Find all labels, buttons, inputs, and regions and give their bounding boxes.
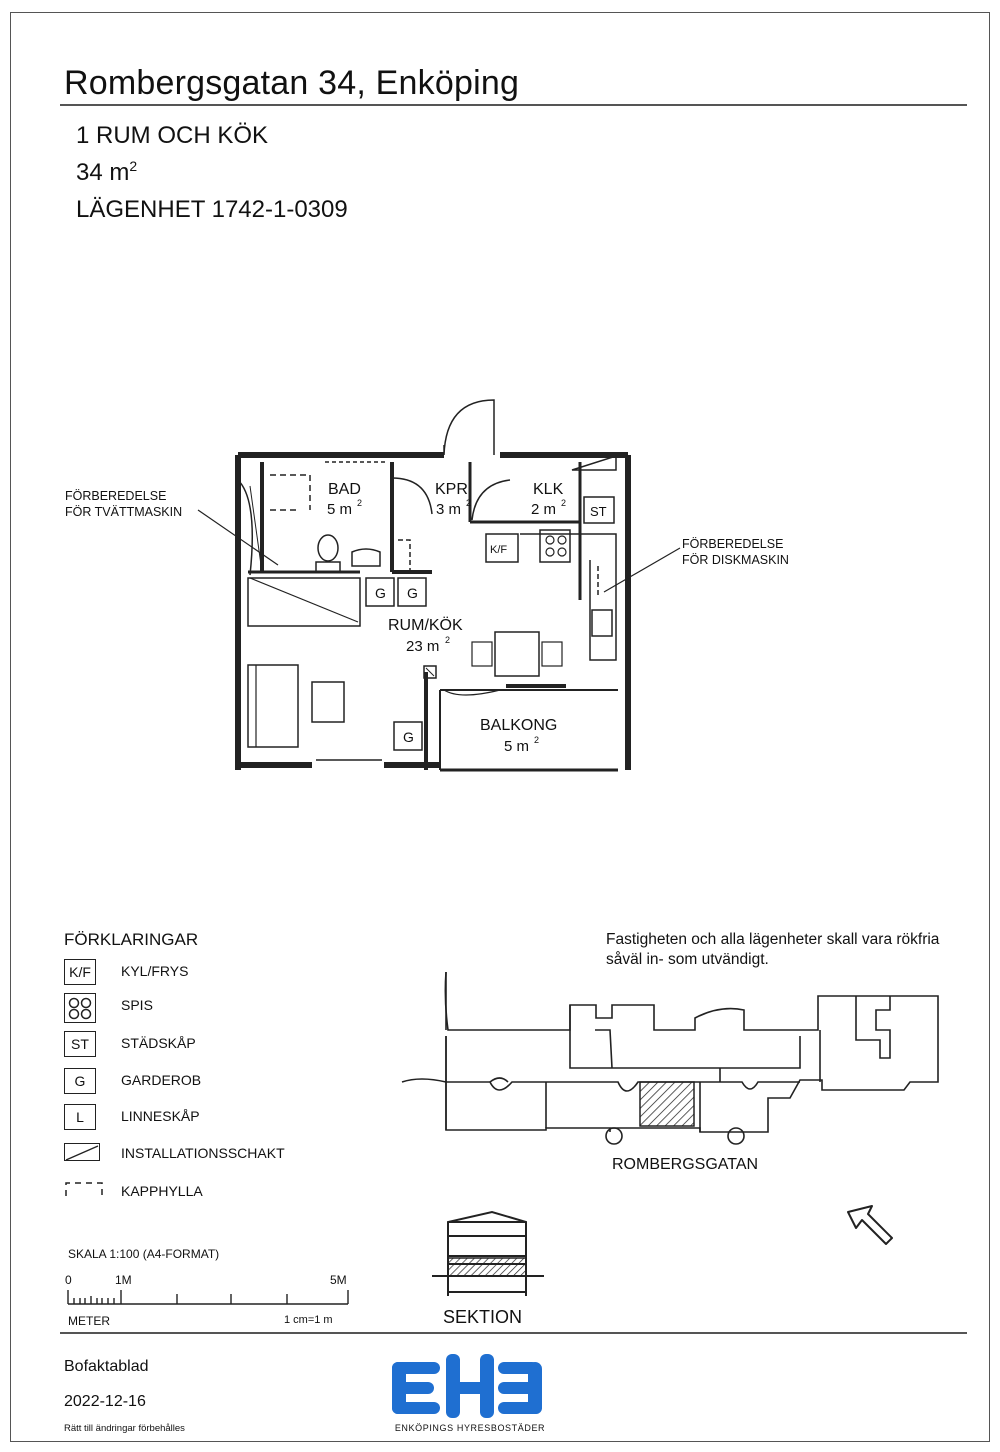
room-klk: KLK [533,481,564,498]
section-diagram [420,1206,560,1302]
disclaimer: Rätt till ändringar förbehålles [64,1423,185,1434]
g-mark-1: G [375,585,386,601]
g-mark-3: G [403,729,414,745]
room-rumkok-sup: 2 [445,635,451,645]
scale-unit: METER [68,1314,110,1328]
dishwasher-callout-1: FÖRBEREDELSE [682,537,784,551]
apartment-area: 34 $m^2$ [76,158,138,186]
legend-label: SPIS [121,997,153,1013]
legend-label: STÄDSKÅP [121,1035,196,1051]
page-title: Rombergsgatan 34, Enköping [64,64,520,102]
l-symbol: L [64,1104,96,1130]
scale-title: SKALA 1:100 (A4-FORMAT) [68,1247,220,1261]
room-bad: BAD [328,481,361,498]
room-count: 1 RUM OCH KÖK [76,122,269,149]
room-kpr-sup: 2 [466,498,472,508]
company-name: ENKÖPINGS HYRESBOSTÄDER [394,1423,546,1433]
street-label: ROMBERGSGATAN [612,1156,759,1173]
scale-ratio: 1 cm=1 m [284,1314,333,1326]
st-mark: ST [590,504,607,519]
room-balkong-area: 5 m [504,738,530,755]
room-rumkok-area: 23 m [406,638,440,655]
north-arrow-icon [840,1200,900,1250]
room-rumkok: RUM/KÖK [388,617,463,634]
room-bad-sup: 2 [357,498,363,508]
room-klk-sup: 2 [561,498,567,508]
g-symbol: G [64,1068,96,1094]
g-mark-2: G [407,585,418,601]
scale-bar [60,1284,360,1308]
room-klk-area: 2 m [531,501,557,518]
st-symbol: ST [64,1031,96,1057]
legend-title: FÖRKLARINGAR [64,930,199,949]
legend-label: LINNESKÅP [121,1108,200,1124]
room-balkong: BALKONG [480,717,558,734]
washer-callout-1: FÖRBEREDELSE [65,489,167,503]
room-balkong-sup: 2 [534,735,540,745]
kf-mark: K/F [490,544,508,556]
scale-zero: 0 [65,1273,72,1287]
doc-date: 2022-12-16 [64,1393,146,1410]
kf-symbol: K/F [64,959,96,985]
room-kpr-area: 3 m [436,501,462,518]
section-label: SEKTION [443,1307,523,1327]
doc-type: Bofaktablad [64,1358,149,1375]
footer-divider [60,1332,967,1334]
ehb-logo [388,1352,552,1422]
dishwasher-callout-2: FÖR DISKMASKIN [682,553,789,567]
legend-label: KAPPHYLLA [121,1183,203,1199]
scale-five: 5M [330,1273,347,1287]
room-bad-area: 5 m [327,501,353,518]
washer-callout-2: FÖR TVÄTTMASKIN [65,505,183,519]
legend-label: INSTALLATIONSSCHAKT [121,1145,285,1161]
room-kpr: KPR [435,481,468,498]
smoke-free-note: Fastigheten och alla lägenheter skall vara rökfria såväl in- som utvändigt. [606,931,940,968]
legend-label: KYL/FRYS [121,963,189,979]
legend-label: GARDEROB [121,1072,202,1088]
apartment-number: LÄGENHET 1742-1-0309 [76,196,348,223]
scale-one: 1M [115,1273,132,1287]
